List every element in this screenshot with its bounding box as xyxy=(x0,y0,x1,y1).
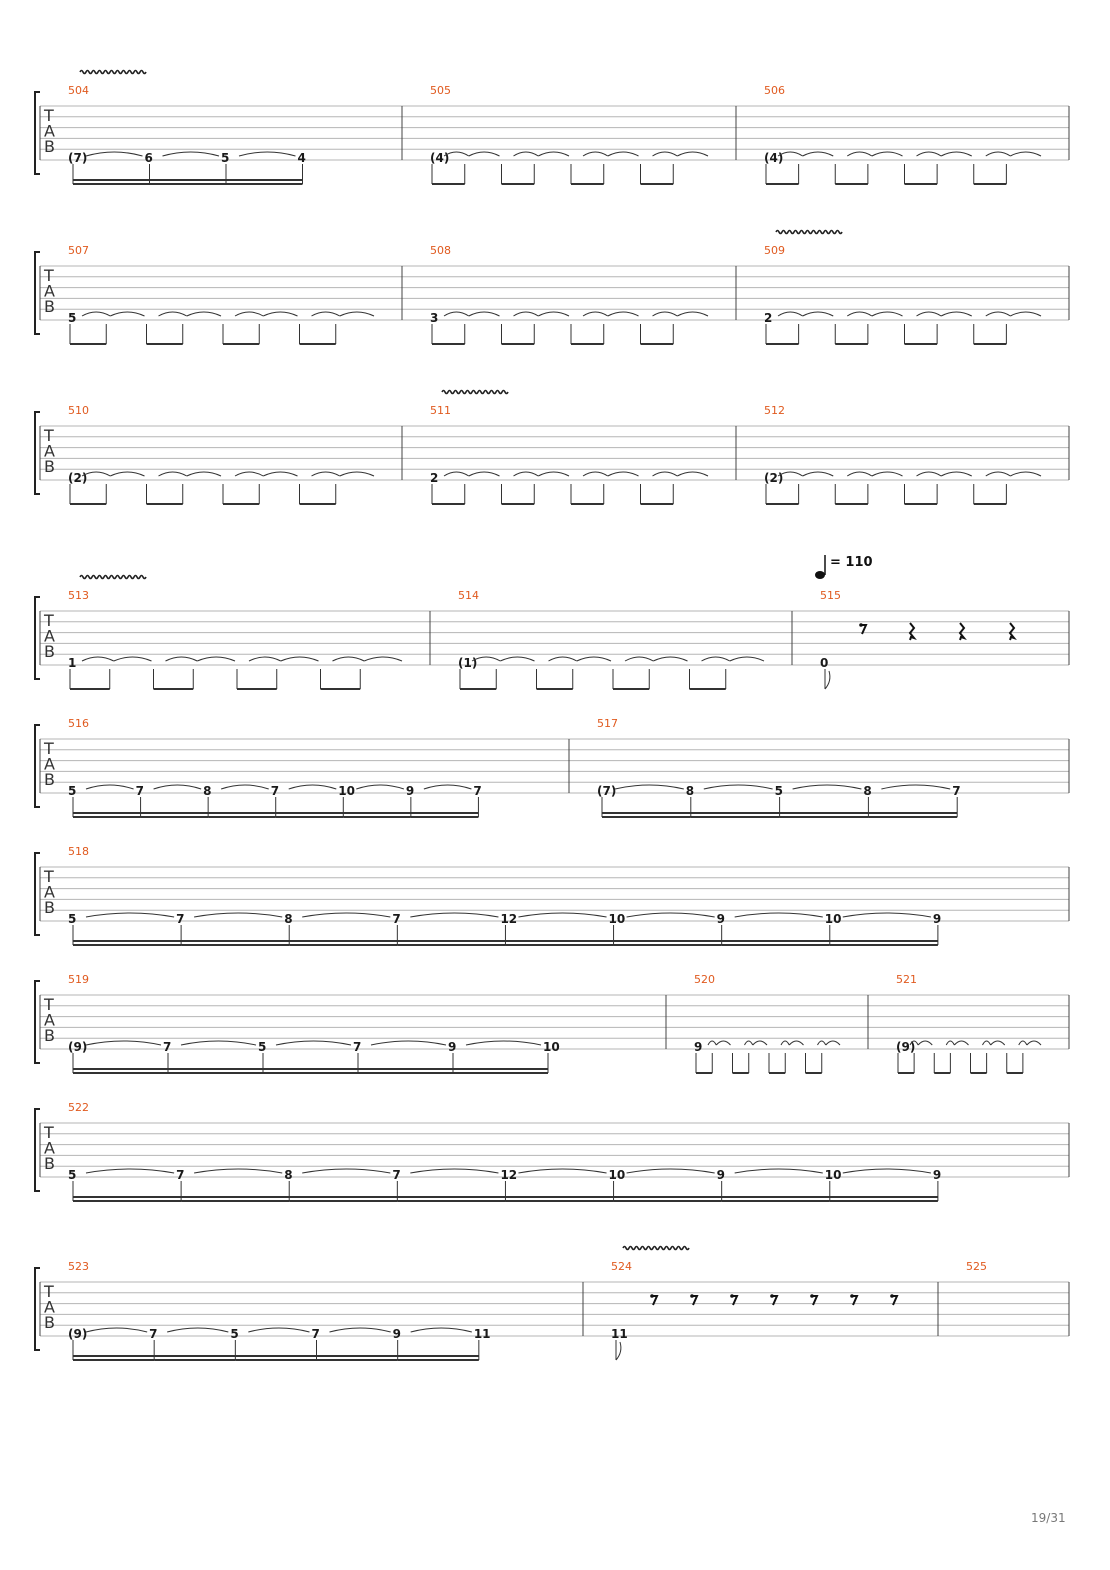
system-bracket xyxy=(35,725,40,807)
tie-arc xyxy=(583,312,608,316)
fret-number: 7 xyxy=(392,1168,401,1182)
measure-number: 522 xyxy=(68,1101,89,1114)
tie-arc xyxy=(312,472,340,476)
measure-number: 509 xyxy=(764,244,785,257)
tab-clef-letter: T xyxy=(44,266,54,285)
tab-clef-letter: T xyxy=(44,106,54,125)
tab-clef-letter: B xyxy=(44,1313,55,1332)
tab-staff-row xyxy=(35,555,1069,689)
tie-arc xyxy=(86,1328,147,1332)
eighth-rest-dot xyxy=(770,1294,774,1298)
eighth-rest-dot xyxy=(890,1294,894,1298)
measure-number: 512 xyxy=(764,404,785,417)
tie-arc xyxy=(753,1041,767,1045)
tab-staff-row xyxy=(35,71,1069,185)
note-flag xyxy=(825,671,830,689)
fret-number: 7 xyxy=(176,1168,185,1182)
fret-number: 10 xyxy=(824,912,842,926)
tie-arc xyxy=(500,657,534,661)
tie-arc xyxy=(340,472,374,476)
tie-arc xyxy=(735,1169,823,1173)
tie-arc xyxy=(166,657,198,661)
fret-number: 0 xyxy=(820,656,829,670)
tie-arc xyxy=(917,312,942,316)
tie-arc xyxy=(986,152,1011,156)
tab-clef-letter: B xyxy=(44,297,55,316)
tab-clef-letter: A xyxy=(44,882,55,902)
fret-number: 7 xyxy=(149,1327,158,1341)
tie-arc xyxy=(469,152,500,156)
tie-arc xyxy=(410,913,498,917)
fret-number: 5 xyxy=(258,1040,267,1054)
tie-arc xyxy=(371,1041,446,1045)
tie-arc xyxy=(411,1328,472,1332)
fret-number: (9) xyxy=(68,1327,88,1341)
measure-number: 524 xyxy=(611,1260,632,1273)
fret-number: 9 xyxy=(694,1040,703,1054)
measure xyxy=(896,973,1041,1073)
tie-arc xyxy=(745,1041,753,1045)
system-bracket xyxy=(35,92,40,174)
page-number: 19/31 xyxy=(1031,1511,1066,1525)
measure-number: 504 xyxy=(68,84,89,97)
tab-clef-letter: B xyxy=(44,770,55,789)
tab-clef-letter: B xyxy=(44,137,55,156)
tie-arc xyxy=(627,913,715,917)
system-bracket xyxy=(35,597,40,679)
tie-arc xyxy=(608,312,639,316)
measure xyxy=(68,1260,491,1360)
tie-arc xyxy=(702,657,730,661)
tie-arc xyxy=(276,1041,351,1045)
measure xyxy=(68,717,482,817)
measure-number: 510 xyxy=(68,404,89,417)
fret-number: 9 xyxy=(716,1168,726,1182)
fret-number: 5 xyxy=(774,784,783,798)
tie-arc xyxy=(918,1041,932,1045)
tie-arc xyxy=(803,152,834,156)
tie-arc xyxy=(991,1041,1005,1045)
tie-arc xyxy=(86,1169,174,1173)
fret-number: 7 xyxy=(392,912,401,926)
tie-arc xyxy=(514,312,539,316)
vibrato-mark xyxy=(80,71,146,74)
measure-number: 514 xyxy=(458,589,479,602)
tie-arc xyxy=(197,657,235,661)
tab-clef-letter: B xyxy=(44,898,55,917)
measure-number: 505 xyxy=(430,84,451,97)
tie-arc xyxy=(608,472,639,476)
measure xyxy=(764,84,1041,184)
measure xyxy=(597,717,961,817)
measure-number: 507 xyxy=(68,244,89,257)
tie-arc xyxy=(941,472,972,476)
tie-arc xyxy=(677,152,708,156)
tie-arc xyxy=(917,152,942,156)
measure-number: 523 xyxy=(68,1260,89,1273)
tie-arc xyxy=(86,152,143,156)
tie-arc xyxy=(538,472,569,476)
fret-number: 10 xyxy=(824,1168,842,1182)
tie-arc xyxy=(986,472,1011,476)
fret-number: 9 xyxy=(448,1040,457,1054)
tab-clef-letter: T xyxy=(44,611,54,630)
tab-staff-row xyxy=(35,845,1069,945)
tie-arc xyxy=(549,657,577,661)
system-bracket xyxy=(35,252,40,334)
quarter-rest xyxy=(910,623,914,640)
tie-arc xyxy=(983,1041,991,1045)
fret-number: 12 xyxy=(500,912,518,926)
measure xyxy=(430,84,708,184)
fret-number: 8 xyxy=(863,784,872,798)
tie-arc xyxy=(826,1041,840,1045)
vibrato-mark xyxy=(442,391,508,394)
fret-number: 5 xyxy=(68,784,77,798)
system-bracket xyxy=(35,1268,40,1350)
tie-arc xyxy=(608,152,639,156)
fret-number: 8 xyxy=(685,784,695,798)
tab-clef-letter: A xyxy=(44,441,55,461)
tie-arc xyxy=(730,657,764,661)
fret-number: 8 xyxy=(203,784,212,798)
tie-arc xyxy=(263,472,297,476)
tie-arc xyxy=(82,657,114,661)
tab-clef-letter: T xyxy=(44,867,54,886)
measure-number: 517 xyxy=(597,717,618,730)
tie-arc xyxy=(518,1169,606,1173)
tie-arc xyxy=(847,472,872,476)
fret-number: 7 xyxy=(176,912,185,926)
fret-number: 5 xyxy=(68,912,77,926)
tie-arc xyxy=(86,913,174,917)
measure-number: 511 xyxy=(430,404,451,417)
tab-clef-letter: B xyxy=(44,1026,55,1045)
tie-arc xyxy=(735,913,823,917)
fret-number: 1 xyxy=(68,656,77,670)
tie-arc xyxy=(843,913,931,917)
tie-arc xyxy=(818,1041,826,1045)
tie-arc xyxy=(625,657,653,661)
tie-arc xyxy=(946,1041,954,1045)
tie-arc xyxy=(333,657,365,661)
fret-number: 9 xyxy=(716,912,726,926)
eighth-rest-dot xyxy=(850,1294,854,1298)
vibrato-mark xyxy=(776,231,842,234)
measure-number: 506 xyxy=(764,84,785,97)
tie-arc xyxy=(583,472,608,476)
tie-arc xyxy=(518,913,606,917)
tie-arc xyxy=(677,472,708,476)
fret-number: (1) xyxy=(458,656,478,670)
tie-arc xyxy=(941,312,972,316)
system-bracket xyxy=(35,412,40,494)
tie-arc xyxy=(263,312,297,316)
fret-number: 5 xyxy=(221,151,230,165)
measure-number: 521 xyxy=(896,973,917,986)
tab-clef-letter: B xyxy=(44,1154,55,1173)
tie-arc xyxy=(847,152,872,156)
tie-arc xyxy=(340,312,374,316)
tempo-marking: = 110 xyxy=(830,555,873,570)
vibrato-mark xyxy=(80,576,146,579)
fret-number: (9) xyxy=(68,1040,88,1054)
tie-arc xyxy=(86,1041,161,1045)
fret-number: 11 xyxy=(473,1327,491,1341)
tab-staff-row xyxy=(35,973,1069,1073)
fret-number: 7 xyxy=(163,1040,172,1054)
fret-number: 2 xyxy=(430,471,439,485)
measure-number: 515 xyxy=(820,589,841,602)
fret-number: 5 xyxy=(230,1327,239,1341)
tab-clef-letter: A xyxy=(44,1138,55,1158)
tie-arc xyxy=(114,657,152,661)
tie-arc xyxy=(194,1169,282,1173)
tie-arc xyxy=(872,472,903,476)
eighth-rest-dot xyxy=(859,623,863,627)
fret-number: 10 xyxy=(338,784,355,798)
tie-arc xyxy=(82,312,110,316)
tie-arc xyxy=(281,657,319,661)
measure xyxy=(764,404,1041,504)
tie-arc xyxy=(159,312,187,316)
fret-number: 8 xyxy=(284,1168,293,1182)
tie-arc xyxy=(302,913,390,917)
tab-staff-row xyxy=(35,1247,1069,1361)
tie-arc xyxy=(410,1169,498,1173)
fret-number: 10 xyxy=(608,912,626,926)
system-bracket xyxy=(35,981,40,1063)
tie-arc xyxy=(469,472,500,476)
measure xyxy=(458,589,764,689)
tie-arc xyxy=(1010,472,1041,476)
measure-number: 525 xyxy=(966,1260,987,1273)
tie-arc xyxy=(716,1041,730,1045)
tie-arc xyxy=(1027,1041,1041,1045)
tie-arc xyxy=(954,1041,968,1045)
fret-number: 7 xyxy=(473,784,482,798)
tab-clef-letter: A xyxy=(44,281,55,301)
tie-arc xyxy=(1010,312,1041,316)
fret-number: (2) xyxy=(68,471,88,485)
note-flag xyxy=(616,1342,621,1360)
fret-number: (7) xyxy=(68,151,88,165)
system-bracket xyxy=(35,1109,40,1191)
tab-clef-letter: A xyxy=(44,1297,55,1317)
tab-clef-letter: A xyxy=(44,754,55,774)
measure xyxy=(68,845,941,945)
tie-arc xyxy=(248,1328,309,1332)
tab-clef-letter: T xyxy=(44,1123,54,1142)
fret-number: 10 xyxy=(543,1040,560,1054)
tie-arc xyxy=(249,657,281,661)
fret-number: 5 xyxy=(68,311,77,325)
tie-arc xyxy=(364,657,402,661)
tie-arc xyxy=(847,312,872,316)
tab-staff-row xyxy=(35,231,1069,345)
fret-number: (2) xyxy=(764,471,784,485)
tie-arc xyxy=(803,472,834,476)
fret-number: 9 xyxy=(932,1168,942,1182)
tempo-note-icon xyxy=(815,571,825,579)
fret-number: 7 xyxy=(135,784,144,798)
tie-arc xyxy=(86,785,134,789)
fret-number: 8 xyxy=(284,912,293,926)
quarter-rest xyxy=(1010,623,1014,640)
fret-number: 9 xyxy=(392,1327,402,1341)
fret-number: 4 xyxy=(297,151,306,165)
tie-arc xyxy=(159,472,187,476)
tab-staff-row xyxy=(35,391,1069,505)
tab-clef-letter: A xyxy=(44,1010,55,1030)
fret-number: 6 xyxy=(144,151,153,165)
fret-number: 7 xyxy=(270,784,280,798)
quarter-rest xyxy=(960,623,964,640)
tie-arc xyxy=(577,657,611,661)
fret-number: 9 xyxy=(405,784,415,798)
tie-arc xyxy=(704,785,773,789)
tie-arc xyxy=(986,312,1011,316)
tie-arc xyxy=(239,152,296,156)
tab-clef-letter: B xyxy=(44,457,55,476)
fret-number: 10 xyxy=(608,1168,626,1182)
fret-number: (9) xyxy=(896,1040,916,1054)
tie-arc xyxy=(781,1041,789,1045)
tie-arc xyxy=(356,785,404,789)
tie-arc xyxy=(154,785,202,789)
tie-arc xyxy=(302,1169,390,1173)
measure-number: 520 xyxy=(694,973,715,986)
tie-arc xyxy=(881,785,950,789)
tie-arc xyxy=(514,472,539,476)
tie-arc xyxy=(917,472,942,476)
tie-arc xyxy=(194,913,282,917)
tab-staff-row xyxy=(35,717,1069,817)
tie-arc xyxy=(708,1041,716,1045)
fret-number: (4) xyxy=(764,151,784,165)
tie-arc xyxy=(289,785,337,789)
measure-number: 513 xyxy=(68,589,89,602)
fret-number: 3 xyxy=(430,311,439,325)
tab-clef-letter: T xyxy=(44,739,54,758)
measure xyxy=(68,244,374,344)
tie-arc xyxy=(235,312,263,316)
tie-arc xyxy=(583,152,608,156)
fret-number: 9 xyxy=(932,912,942,926)
eighth-rest-dot xyxy=(810,1294,814,1298)
fret-number: (7) xyxy=(597,784,617,798)
eighth-rest-dot xyxy=(690,1294,694,1298)
system-bracket xyxy=(35,853,40,935)
tie-arc xyxy=(514,152,539,156)
fret-number: 12 xyxy=(500,1168,518,1182)
tie-arc xyxy=(181,1041,256,1045)
eighth-rest-dot xyxy=(730,1294,734,1298)
tie-arc xyxy=(312,312,340,316)
tab-staff-row xyxy=(35,1101,1069,1201)
tab-clef-letter: T xyxy=(44,1282,54,1301)
tie-arc xyxy=(803,312,834,316)
tie-arc xyxy=(444,312,469,316)
tie-arc xyxy=(872,312,903,316)
measure xyxy=(966,1260,987,1273)
tie-arc xyxy=(110,472,144,476)
tie-arc xyxy=(187,472,221,476)
tie-arc xyxy=(653,472,678,476)
measure xyxy=(68,973,560,1073)
measure-number: 518 xyxy=(68,845,89,858)
tie-arc xyxy=(163,152,220,156)
fret-number: 7 xyxy=(952,784,961,798)
measure xyxy=(68,404,374,504)
tie-arc xyxy=(1019,1041,1027,1045)
fret-number: 7 xyxy=(311,1327,320,1341)
tie-arc xyxy=(653,657,687,661)
tie-arc xyxy=(793,785,862,789)
fret-number: 2 xyxy=(764,311,773,325)
tie-arc xyxy=(778,312,803,316)
measure-number: 519 xyxy=(68,973,89,986)
tie-arc xyxy=(110,312,144,316)
tie-arc xyxy=(653,152,678,156)
fret-number: 5 xyxy=(68,1168,77,1182)
measure-number: 508 xyxy=(430,244,451,257)
tie-arc xyxy=(466,1041,541,1045)
tie-arc xyxy=(872,152,903,156)
tie-arc xyxy=(1010,152,1041,156)
fret-number: 11 xyxy=(611,1327,628,1341)
eighth-rest-dot xyxy=(650,1294,654,1298)
tie-arc xyxy=(444,472,469,476)
tab-clef-letter: A xyxy=(44,626,55,646)
tie-arc xyxy=(941,152,972,156)
tie-arc xyxy=(627,1169,715,1173)
tie-arc xyxy=(235,472,263,476)
tie-arc xyxy=(653,312,678,316)
tab-clef-letter: B xyxy=(44,642,55,661)
tie-arc xyxy=(167,1328,228,1332)
tie-arc xyxy=(538,152,569,156)
measure-number: 516 xyxy=(68,717,89,730)
tie-arc xyxy=(469,312,500,316)
tie-arc xyxy=(330,1328,391,1332)
tie-arc xyxy=(424,785,472,789)
tie-arc xyxy=(187,312,221,316)
vibrato-mark xyxy=(623,1247,689,1250)
tie-arc xyxy=(677,312,708,316)
measure xyxy=(694,973,840,1073)
tie-arc xyxy=(843,1169,931,1173)
measure xyxy=(430,244,708,344)
tab-clef-letter: T xyxy=(44,426,54,445)
tie-arc xyxy=(615,785,684,789)
fret-number: 7 xyxy=(353,1040,362,1054)
fret-number: (4) xyxy=(430,151,450,165)
tie-arc xyxy=(789,1041,803,1045)
measure xyxy=(68,1101,941,1201)
tab-clef-letter: T xyxy=(44,995,54,1014)
tab-clef-letter: A xyxy=(44,121,55,141)
tie-arc xyxy=(221,785,269,789)
tie-arc xyxy=(538,312,569,316)
